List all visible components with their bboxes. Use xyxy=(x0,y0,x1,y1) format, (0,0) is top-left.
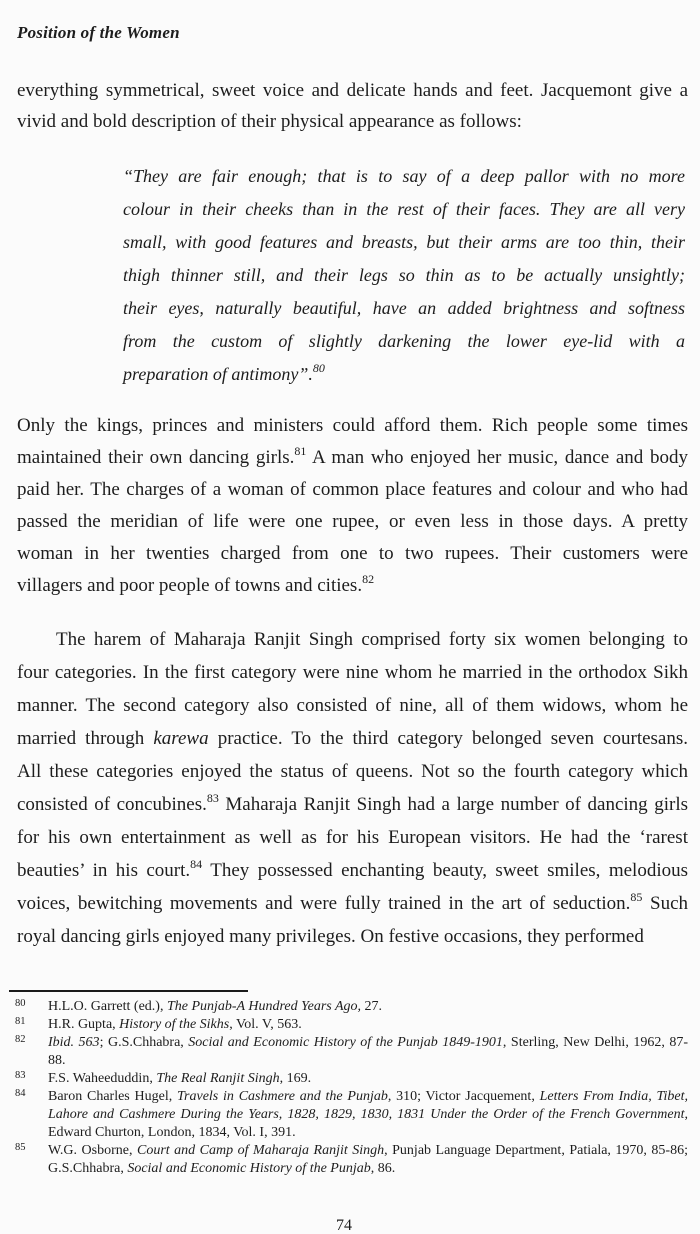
text-segment: small, with good features and breasts, but their arms are too thin, their xyxy=(123,232,685,252)
text-segment: royal dancing girls enjoyed many privileges. On festive occasions, they performed xyxy=(17,926,644,947)
text-segment: All these categories enjoyed the status of queens. Not so the fourth category which xyxy=(17,761,688,782)
text-segment: consisted of concubines. xyxy=(17,794,207,815)
footnote xyxy=(15,1034,688,1070)
text-line xyxy=(17,506,688,538)
footnote-text xyxy=(48,1143,688,1176)
citation-segment: H.L.O. Garrett (ed.), xyxy=(48,999,167,1014)
text-line xyxy=(17,442,688,474)
text-line xyxy=(17,656,688,689)
footnote xyxy=(15,998,688,1016)
text-line xyxy=(123,193,685,226)
citation-segment: Social and Economic History of the Punjab 1849-1901 xyxy=(188,1035,503,1050)
citation-segment: , Vol. V, 563. xyxy=(229,1017,302,1032)
citation-segment: , Sterling, New Delhi, 1962, 87-88. xyxy=(48,1035,688,1068)
paragraph xyxy=(17,410,688,602)
footnote-marker: 83 xyxy=(206,791,219,805)
citation-segment: W.G. Osborne, xyxy=(48,1143,137,1158)
footnote-marker: 84 xyxy=(190,857,203,871)
text-segment: thigh thinner still, and their legs so thin as to be actually unsightly; xyxy=(123,265,685,285)
text-line xyxy=(123,358,685,391)
text-segment: A man who enjoyed her music, dance and body xyxy=(306,447,688,468)
blockquote xyxy=(123,160,685,391)
text-line xyxy=(17,474,688,506)
text-segment: manner. The second category also consisted of nine, all of them widows, whom he xyxy=(17,695,688,716)
footnote-number: 85 xyxy=(15,1142,26,1153)
footnote-number: 82 xyxy=(15,1034,26,1045)
footnote xyxy=(15,1142,688,1178)
citation-segment: , 169. xyxy=(279,1071,312,1086)
text-line xyxy=(17,887,688,920)
text-segment: woman in her twenties charged from one to two rupees. Their customers were xyxy=(17,543,688,564)
citation-segment: The Punjab-A Hundred Years Ago, xyxy=(166,999,362,1014)
citation-segment: The Real Ranjit Singh xyxy=(156,1071,280,1086)
text-segment: They possessed enchanting beauty, sweet smiles, melodious xyxy=(202,860,688,881)
text-segment: maintained their own dancing girls. xyxy=(17,447,295,468)
text-line xyxy=(17,821,688,854)
text-segment: practice. To the third category belonged seven courtesans. xyxy=(208,728,689,749)
paragraph xyxy=(17,623,688,953)
text-segment: voices, bewitching movements and were fully trained in the art of seduction. xyxy=(17,893,631,914)
text-line xyxy=(123,292,685,325)
text-line xyxy=(17,410,688,442)
citation-segment: Travels in Cashmere and the Punjab xyxy=(177,1089,388,1104)
footnote-marker: 80 xyxy=(312,361,325,375)
page-title: Position of the Women xyxy=(17,23,180,42)
footnote-text xyxy=(48,1071,311,1086)
footnote-text xyxy=(48,1089,688,1140)
footnotes-list xyxy=(15,998,688,1178)
citation-segment: History of the Sikhs xyxy=(119,1017,230,1032)
footnote-number: 80 xyxy=(15,998,26,1009)
text-segment: Such xyxy=(642,893,689,914)
footnote-number: 81 xyxy=(15,1016,26,1027)
footnote xyxy=(15,1016,688,1034)
text-segment: colour in their cheeks than in the rest of their faces. They are all very xyxy=(123,199,685,219)
text-line xyxy=(123,259,685,292)
footnote-text xyxy=(48,1017,302,1032)
text-line xyxy=(17,722,688,755)
text-segment: paid her. The charges of a woman of common place features and colour and who had xyxy=(17,479,688,500)
footnote-number: 84 xyxy=(15,1088,26,1099)
text-segment: from the custom of slightly darkening the lower eye-lid with a xyxy=(123,331,685,351)
text-segment: vivid and bold description of their physical appearance as follows: xyxy=(17,111,522,132)
text-segment: married through xyxy=(17,728,154,749)
text-line xyxy=(17,75,688,106)
footnote-number: 83 xyxy=(15,1070,26,1081)
citation-segment: , Edward Churton, London, 1834, Vol. I, 391. xyxy=(48,1107,688,1140)
text-segment: “They are fair enough; that is to say of a deep pallor with no more xyxy=(123,166,685,186)
footnote-marker: 81 xyxy=(294,444,307,458)
text-segment: The harem of Maharaja Ranjit Singh comprised forty six women belonging to xyxy=(56,629,688,650)
text-segment: preparation of antimony”. xyxy=(123,364,313,384)
text-segment: everything symmetrical, sweet voice and delicate hands and feet. Jacquemont give a xyxy=(17,80,688,101)
text-segment: villagers and poor people of towns and cities. xyxy=(17,575,363,596)
text-line xyxy=(123,226,685,259)
text-line xyxy=(17,538,688,570)
body-blocks xyxy=(17,75,688,953)
text-line xyxy=(17,106,688,137)
citation-segment: Social and Economic History of the Punjab xyxy=(127,1161,371,1176)
citation-segment: 27. xyxy=(361,999,383,1014)
citation-segment: , Punjab Language Department, Patiala, 1970, 85-86; G.S.Chhabra, xyxy=(48,1143,688,1176)
footnote-separator xyxy=(9,990,248,992)
citation-segment: , 310; Victor Jacquement, xyxy=(387,1089,540,1104)
text-line xyxy=(17,788,688,821)
text-line xyxy=(17,920,688,953)
citation-segment: Letters From India, Tibet, Lahore and Cashmere During the Years, 1828, 1829, 1830, 1831 Under the Order of the French Government xyxy=(48,1089,688,1122)
footnote-text xyxy=(48,1035,688,1068)
footnote-marker: 82 xyxy=(362,572,375,586)
citation-segment: Ibid. 563 xyxy=(48,1035,100,1050)
text-line xyxy=(17,689,688,722)
footnote xyxy=(15,1088,688,1142)
text-segment: passed the meridian of life were one rupee, or even less in those days. A pretty xyxy=(17,511,688,532)
text-line xyxy=(17,755,688,788)
text-segment: Only the kings, princes and ministers could afford them. Rich people some times xyxy=(17,415,688,436)
text-line xyxy=(123,160,685,193)
footnote xyxy=(15,1070,688,1088)
footnote-marker: 85 xyxy=(630,890,643,904)
text-segment: Maharaja Ranjit Singh had a large number of dancing girls xyxy=(218,794,689,815)
page-number: 74 xyxy=(336,1217,352,1234)
text-segment: their eyes, naturally beautiful, have an added brightness and softness xyxy=(123,298,685,318)
text-segment: four categories. In the first category were nine whom he married in the orthodox Sikh xyxy=(17,662,688,683)
citation-segment: , 86. xyxy=(370,1161,396,1176)
citation-segment: ; G.S.Chhabra, xyxy=(99,1035,189,1050)
text-line xyxy=(17,623,688,656)
citation-segment: F.S. Waheeduddin, xyxy=(48,1071,157,1086)
text-line xyxy=(123,325,685,358)
citation-segment: Court and Camp of Maharaja Ranjit Singh xyxy=(136,1143,385,1158)
footnote-text xyxy=(48,999,382,1014)
text-segment: beauties’ in his court. xyxy=(17,860,191,881)
text-segment: karewa xyxy=(153,728,209,749)
citation-segment: H.R. Gupta, xyxy=(48,1017,120,1032)
paragraph xyxy=(17,75,688,137)
text-line xyxy=(17,854,688,887)
text-line xyxy=(17,570,688,602)
text-segment: for his own entertainment as well as for his European visitors. He had the ‘rarest xyxy=(17,827,688,848)
citation-segment: Baron Charles Hugel, xyxy=(48,1089,178,1104)
